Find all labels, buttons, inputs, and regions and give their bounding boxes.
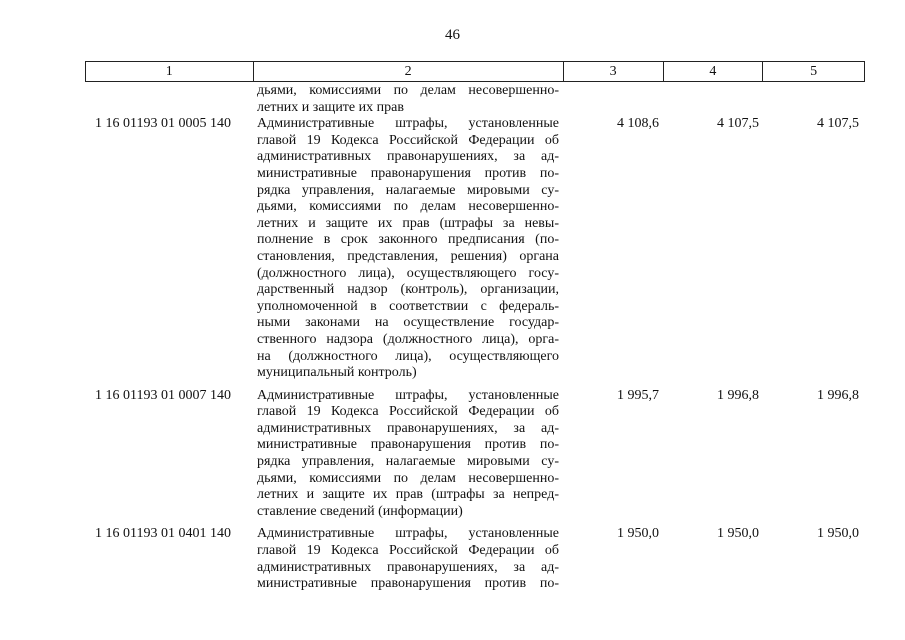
table-row xyxy=(85,116,865,382)
row-value-col-4: 4 107,5 xyxy=(717,116,759,132)
row-description xyxy=(253,116,564,382)
description-line: рядка управления, налагаемые мировыми су- xyxy=(257,182,559,198)
table-body xyxy=(85,83,865,593)
header-col-4: 4 xyxy=(664,62,764,81)
row-value-col-5: 1 950,0 xyxy=(817,526,859,542)
description-line: летних и защите их прав (штрафы за непред- xyxy=(257,487,559,503)
row-code: 1 16 01193 01 0005 140 xyxy=(95,116,231,132)
description-line: дарственный надзор (контроль), организации, xyxy=(257,282,559,298)
row-code xyxy=(85,83,253,116)
description-line: административных правонарушениях, за ад- xyxy=(257,420,559,436)
table-row xyxy=(85,526,865,592)
description-line: министративные правонарушения против по- xyxy=(257,576,559,592)
row-code: 1 16 01193 01 0007 140 xyxy=(95,387,231,403)
description-line: административных правонарушениях, за ад- xyxy=(257,559,559,575)
header-col-1: 1 xyxy=(86,62,254,81)
description-line: ственного надзора (должностного лица), орга- xyxy=(257,331,559,347)
page-number: 46 xyxy=(445,27,460,43)
description-line: летних и защите их прав (штрафы за невы- xyxy=(257,215,559,231)
row-description xyxy=(253,388,564,521)
description-line: административных правонарушениях, за ад- xyxy=(257,149,559,165)
description-line: на (должностного лица), осуществляющего xyxy=(257,348,559,364)
header-col-2: 2 xyxy=(254,62,564,81)
description-line: летних и защите их прав xyxy=(257,99,404,115)
header-col-3: 3 xyxy=(564,62,664,81)
description-line: дьями, комиссиями по делам несовершенно- xyxy=(257,199,559,215)
description-line: главой 19 Кодекса Российской Федерации об xyxy=(257,404,559,420)
description-line: полнение в срок законного предписания (по- xyxy=(257,232,559,248)
description-line: дьями, комиссиями по делам несовершенно- xyxy=(257,470,559,486)
description-line: главой 19 Кодекса Российской Федерации об xyxy=(257,543,559,559)
continuation-row xyxy=(85,83,865,116)
description-line: Административные штрафы, установленные xyxy=(257,526,559,542)
row-value-col-5: 4 107,5 xyxy=(817,116,859,132)
row-description xyxy=(253,526,564,592)
header-col-5: 5 xyxy=(810,63,818,79)
description-line: ными законами на осуществление государ- xyxy=(257,315,559,331)
description-line: Административные штрафы, установленные xyxy=(257,116,559,132)
description-line: (должностного лица), осуществляющего госу- xyxy=(257,265,559,281)
description-line: министративные правонарушения против по- xyxy=(257,437,559,453)
description-line: ставление сведений (информации) xyxy=(257,503,463,519)
row-description xyxy=(253,83,564,116)
row-value-col-4: 1 950,0 xyxy=(717,526,759,542)
description-line: главой 19 Кодекса Российской Федерации об xyxy=(257,132,559,148)
row-value-col-5: 1 996,8 xyxy=(817,387,859,403)
row-code: 1 16 01193 01 0401 140 xyxy=(95,526,231,542)
table-header xyxy=(85,61,865,82)
row-value-col-3: 1 995,7 xyxy=(617,387,659,403)
description-line: становления, представления, решения) органа xyxy=(257,248,559,264)
description-line: министративные правонарушения против по- xyxy=(257,165,559,181)
table-row xyxy=(85,388,865,521)
description-line: дьями, комиссиями по делам несовершенно- xyxy=(257,83,559,98)
row-value-col-4: 1 996,8 xyxy=(717,387,759,403)
description-line: уполномоченной в соответствии с федераль- xyxy=(257,298,559,314)
description-line: рядка управления, налагаемые мировыми су- xyxy=(257,454,559,470)
description-line: Административные штрафы, установленные xyxy=(257,387,559,403)
description-line: муниципальный контроль) xyxy=(257,365,417,381)
row-value-col-3: 4 108,6 xyxy=(617,116,659,132)
row-value-col-3: 1 950,0 xyxy=(617,526,659,542)
